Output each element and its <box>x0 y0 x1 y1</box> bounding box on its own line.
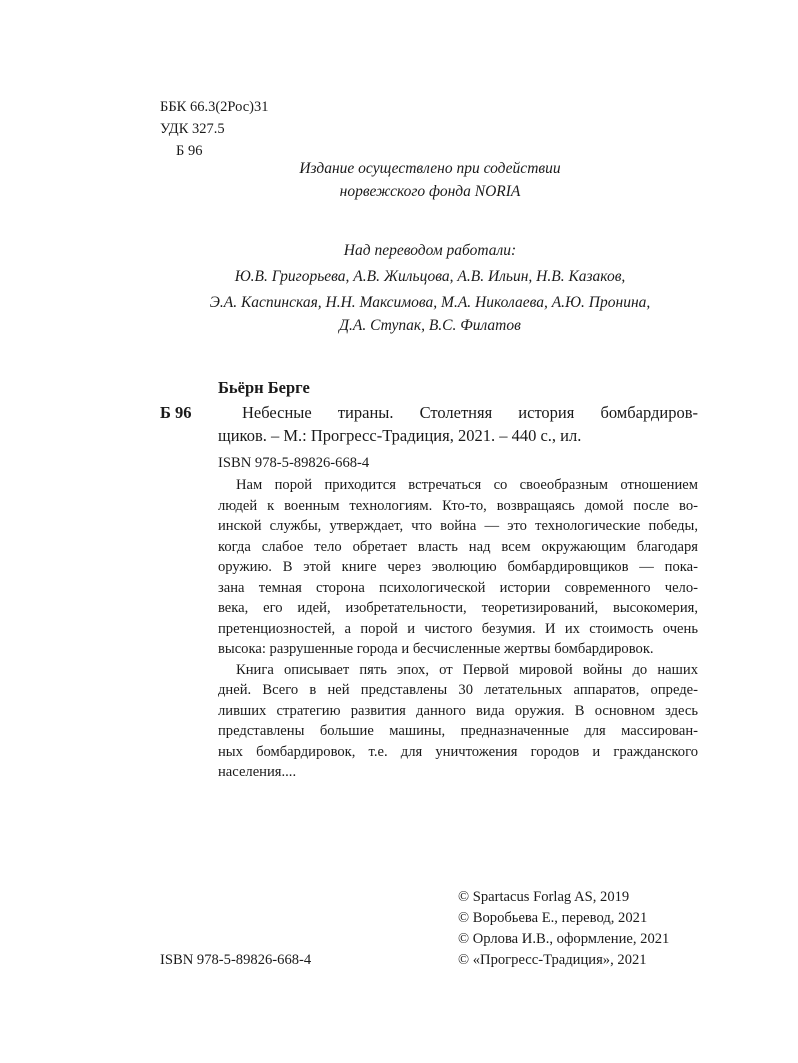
udk-code: УДК 327.5 <box>160 121 225 137</box>
author-mark-code: Б 96 <box>176 143 203 159</box>
translators-heading: Над переводом работали: <box>343 242 517 259</box>
entry-isbn: ISBN 978-5-89826-668-4 <box>218 455 370 471</box>
support-note-line-1: Издание осуществлено при содействии <box>299 160 561 177</box>
support-note-line-2: норвежского фонда NORIA <box>339 183 521 200</box>
annotation-line: дней. Всего в ней представлены 30 летательных аппаратов, опреде- <box>218 682 698 698</box>
annotation-line: претенциозностей, а порой и чистого безумия. И их стоимость очень <box>218 620 698 637</box>
annotation-line: людей к военным технологиям. Кто-то, возвращаясь домой после во- <box>218 497 698 514</box>
annotation-line: Нам порой приходится встречаться со своеобразным отношением <box>236 477 698 493</box>
entry-title-line-2: щиков. – М.: Прогресс-Традиция, 2021. – 440 с., ил. <box>218 426 582 445</box>
translators-line-2: Э.А. Каспинская, Н.Н. Максимова, М.А. Николаева, А.Ю. Пронина, <box>209 294 651 311</box>
copyright-line: © Орлова И.В., оформление, 2021 <box>458 931 670 947</box>
annotation-line: представлены большие машины, предназначенные для массирован- <box>218 723 698 739</box>
bbk-code: ББК 66.3(2Рос)31 <box>160 99 269 115</box>
annotation-line: инской службы, утверждает, что война — это технологические победы, <box>218 518 698 534</box>
translators-line-1: Ю.В. Григорьева, А.В. Жильцова, А.В. Ильин, Н.В. Казаков, <box>234 268 626 285</box>
annotation-line: высока: разрушенные города и бесчисленные жертвы бомбардировок. <box>218 641 654 657</box>
footer-isbn: ISBN 978-5-89826-668-4 <box>160 952 312 968</box>
entry-code: Б 96 <box>160 403 192 422</box>
annotation-line: зана темная сторона психологической истории современного чело- <box>218 579 698 596</box>
copyright-line: © «Прогресс-Традиция», 2021 <box>458 952 647 968</box>
translators-line-3: Д.А. Ступак, В.С. Филатов <box>339 317 521 334</box>
annotation-line: когда слабое тело обретает власть над всем окружающим благодаря <box>218 538 698 555</box>
copyright-line: © Spartacus Forlag AS, 2019 <box>458 889 630 905</box>
annotation-line: ных бомбардировок, т.е. для уничтожения городов и гражданского <box>218 743 698 760</box>
annotation-line: Книга описывает пять эпох, от Первой мировой войны до наших <box>236 661 698 678</box>
entry-title-line-1: Небесные тираны. Столетняя история бомбардиров- <box>242 403 698 422</box>
annotation-line: века, его идей, изобретательности, теоретизирований, высокомерия, <box>218 600 698 616</box>
annotation <box>218 475 698 783</box>
author-name: Бьёрн Берге <box>218 378 310 397</box>
annotation-line: населения.... <box>218 764 297 780</box>
annotation-line: ливших стратегию развития данного вида оружия. В основном здесь <box>218 702 698 719</box>
copyright-line: © Воробьева Е., перевод, 2021 <box>458 910 648 926</box>
annotation-line: оружию. В этой книге через эволюцию бомбардировщиков — пока- <box>218 559 698 575</box>
